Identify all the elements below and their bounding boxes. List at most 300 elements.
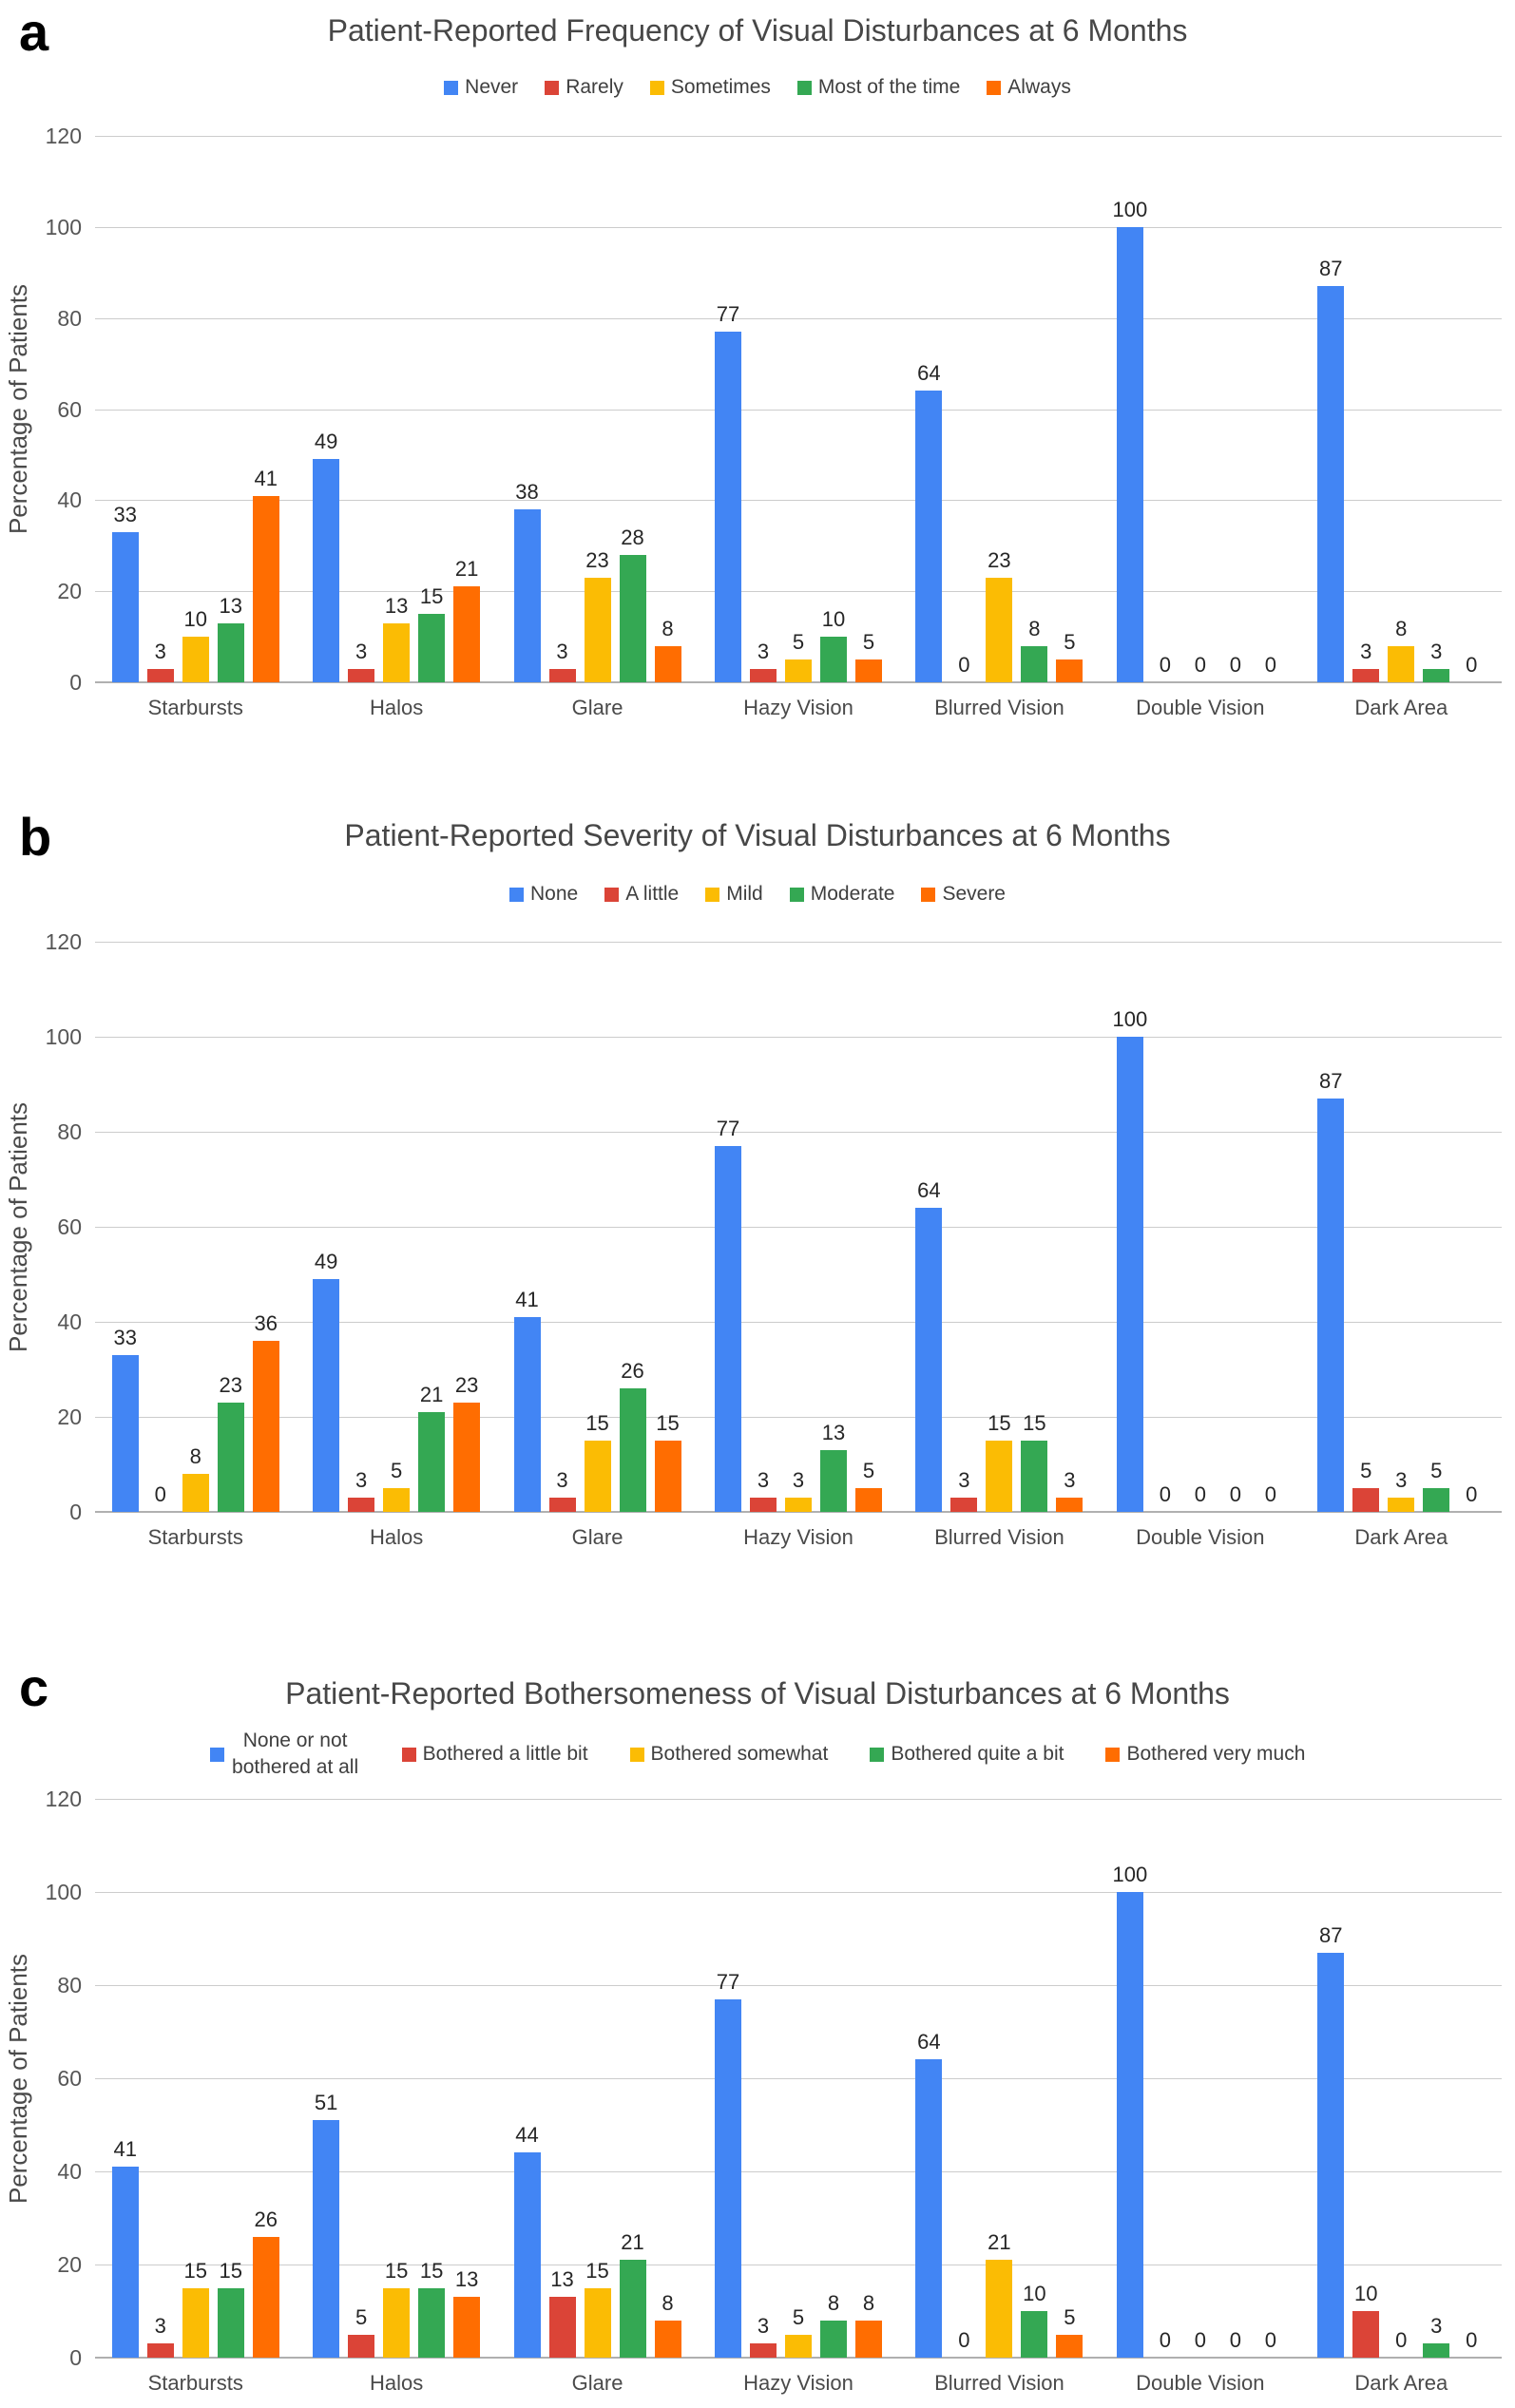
legend-label: None xyxy=(529,883,579,905)
legend-item-mild xyxy=(705,883,763,906)
bar-starbursts-severe xyxy=(253,1341,279,1512)
value-label: 8 xyxy=(662,2290,674,2315)
value-label: 5 xyxy=(862,630,875,655)
bar-halos-bothered-somewhat xyxy=(383,2288,410,2359)
bar-hazy-vision-moderate xyxy=(820,1450,847,1512)
bar-dark-area-sometimes xyxy=(1388,646,1414,682)
bar-halos-sometimes xyxy=(383,623,410,682)
legend-swatch-bothered-very-much-icon xyxy=(1105,1748,1120,1762)
y-tick-label: 20 xyxy=(57,1405,82,1429)
bar-blurred-vision-mild xyxy=(986,1441,1012,1512)
plot-area xyxy=(45,1787,1502,2395)
bar-group-halos xyxy=(296,1799,496,2395)
bar-starbursts-moderate xyxy=(218,1403,244,1512)
value-label: 3 xyxy=(1430,639,1443,663)
value-label: 15 xyxy=(585,2258,609,2283)
bar-dark-area-none xyxy=(1317,1099,1344,1512)
value-label: 15 xyxy=(219,2258,242,2283)
category-label-hazy-vision: Hazy Vision xyxy=(743,1525,853,1549)
value-label: 21 xyxy=(988,2230,1011,2255)
bar-dark-area-none-or-not-bothered-at-all xyxy=(1317,1953,1344,2358)
bar-starbursts-never xyxy=(112,532,139,682)
value-label: 38 xyxy=(515,479,539,504)
value-label: 0 xyxy=(154,1482,166,1506)
legend-swatch-moderate-icon xyxy=(790,888,804,902)
category-label-halos: Halos xyxy=(370,1525,424,1549)
bar-hazy-vision-none-or-not-bothered-at-all xyxy=(715,1999,741,2358)
legend-item-bothered-quite-a-bit xyxy=(870,1743,1064,1766)
bar-halos-bothered-very-much xyxy=(453,2297,480,2358)
bar-group-double-vision xyxy=(1100,136,1300,719)
bar-halos-none-or-not-bothered-at-all xyxy=(313,2120,339,2358)
bar-hazy-vision-a-little xyxy=(750,1498,777,1512)
bar-group-blurred-vision xyxy=(899,136,1100,719)
bar-blurred-vision-bothered-somewhat xyxy=(986,2260,1012,2358)
value-label: 8 xyxy=(189,1444,201,1468)
value-label: 3 xyxy=(355,639,368,663)
bar-glare-rarely xyxy=(549,669,576,682)
value-label: 33 xyxy=(113,1326,137,1349)
value-label: 23 xyxy=(219,1373,242,1397)
legend-label: Bothered somewhat xyxy=(650,1743,829,1766)
bar-starbursts-bothered-quite-a-bit xyxy=(218,2288,244,2359)
value-label: 87 xyxy=(1319,1922,1343,1947)
value-label: 0 xyxy=(1466,1482,1478,1506)
value-label: 100 xyxy=(1112,1007,1148,1031)
legend-item-rarely xyxy=(545,76,623,99)
category-label-glare: Glare xyxy=(571,1525,623,1549)
bar-blurred-vision-always xyxy=(1056,659,1083,682)
value-label: 3 xyxy=(1360,639,1372,663)
y-tick-label: 60 xyxy=(57,1214,82,1239)
value-label: 13 xyxy=(550,2267,574,2292)
value-label: 0 xyxy=(1194,2328,1206,2352)
bar-halos-none xyxy=(313,1279,339,1512)
legend-swatch-none-or-not-bothered-at-all-icon xyxy=(210,1748,224,1762)
bar-group-glare xyxy=(497,1799,698,2395)
bar-blurred-vision-a-little xyxy=(950,1498,977,1512)
value-label: 33 xyxy=(113,502,137,526)
value-label: 10 xyxy=(821,607,846,632)
legend-item-none-or-not-bothered-at-all xyxy=(210,1728,360,1782)
value-label: 3 xyxy=(355,1468,368,1492)
value-label: 23 xyxy=(585,547,609,572)
value-label: 100 xyxy=(1112,197,1148,221)
value-label: 0 xyxy=(958,653,970,677)
bar-glare-most-of-the-time xyxy=(620,555,646,682)
category-label-hazy-vision: Hazy Vision xyxy=(743,696,853,719)
value-label: 3 xyxy=(1430,2314,1443,2339)
category-label-halos: Halos xyxy=(370,696,424,719)
bar-dark-area-rarely xyxy=(1352,669,1379,682)
bar-starbursts-bothered-very-much xyxy=(253,2237,279,2358)
value-label: 15 xyxy=(585,1411,609,1435)
value-label: 0 xyxy=(1194,1482,1206,1506)
bar-dark-area-most-of-the-time xyxy=(1423,669,1449,682)
value-label: 15 xyxy=(656,1411,680,1435)
category-label-starbursts: Starbursts xyxy=(147,2371,243,2395)
y-tick-label: 40 xyxy=(57,2159,82,2184)
value-label: 13 xyxy=(384,593,409,618)
value-label: 87 xyxy=(1319,1069,1343,1093)
legend-item-most-of-the-time xyxy=(797,76,960,99)
value-label: 13 xyxy=(454,2267,479,2292)
legend-swatch-rarely-icon xyxy=(545,81,559,95)
legend-label: Most of the time xyxy=(817,76,961,98)
value-label: 3 xyxy=(958,1468,970,1492)
bar-starbursts-sometimes xyxy=(182,637,209,682)
legend-swatch-always-icon xyxy=(987,81,1001,95)
value-label: 15 xyxy=(419,2258,444,2283)
bar-double-vision-never xyxy=(1117,227,1143,682)
legend-label: Always xyxy=(1007,76,1071,98)
legend xyxy=(0,76,1515,99)
bar-blurred-vision-severe xyxy=(1056,1498,1083,1512)
bar-blurred-vision-sometimes xyxy=(986,578,1012,682)
legend-swatch-sometimes-icon xyxy=(650,81,664,95)
bar-hazy-vision-always xyxy=(855,659,882,682)
value-label: 5 xyxy=(862,1459,875,1482)
category-label-blurred-vision: Blurred Vision xyxy=(934,2371,1064,2395)
bar-hazy-vision-bothered-somewhat xyxy=(785,2335,812,2359)
bar-dark-area-never xyxy=(1317,286,1344,682)
bar-group-glare xyxy=(497,136,698,719)
y-tick-label: 80 xyxy=(57,305,82,331)
bar-hazy-vision-mild xyxy=(785,1498,812,1512)
legend-swatch-bothered-somewhat-icon xyxy=(630,1748,644,1762)
bar-group-starbursts xyxy=(95,136,296,719)
bar-group-blurred-vision xyxy=(899,942,1100,1549)
bar-glare-none xyxy=(514,1317,541,1512)
bar-hazy-vision-most-of-the-time xyxy=(820,637,847,682)
value-label: 0 xyxy=(1159,2328,1171,2352)
bar-halos-moderate xyxy=(418,1412,445,1512)
bar-glare-bothered-quite-a-bit xyxy=(620,2260,646,2358)
bar-hazy-vision-bothered-quite-a-bit xyxy=(820,2321,847,2358)
bar-glare-always xyxy=(655,646,681,682)
legend-item-moderate xyxy=(790,883,895,906)
bar-group-double-vision xyxy=(1100,1799,1300,2395)
y-tick-label: 80 xyxy=(57,1973,82,1997)
legend-label: Bothered very much xyxy=(1126,1743,1306,1766)
value-label: 0 xyxy=(1264,1482,1276,1506)
bar-starbursts-none-or-not-bothered-at-all xyxy=(112,2167,139,2358)
bar-hazy-vision-bothered-very-much xyxy=(855,2321,882,2358)
bar-halos-most-of-the-time xyxy=(418,614,445,682)
category-label-blurred-vision: Blurred Vision xyxy=(934,696,1064,719)
category-label-starbursts: Starbursts xyxy=(147,1525,243,1549)
legend-swatch-bothered-a-little-bit-icon xyxy=(402,1748,416,1762)
value-label: 0 xyxy=(958,2328,970,2352)
y-tick-label: 80 xyxy=(57,1119,82,1144)
bar-hazy-vision-none xyxy=(715,1146,741,1512)
bar-starbursts-bothered-somewhat xyxy=(182,2288,209,2359)
bar-glare-none-or-not-bothered-at-all xyxy=(514,2152,541,2358)
value-label: 21 xyxy=(419,1383,444,1406)
bar-glare-a-little xyxy=(549,1498,576,1512)
legend-swatch-none-icon xyxy=(509,888,524,902)
chart-title: Patient-Reported Severity of Visual Disturbances at 6 Months xyxy=(344,818,1171,852)
value-label: 21 xyxy=(621,2230,644,2255)
value-label: 5 xyxy=(792,630,805,655)
bar-glare-severe xyxy=(655,1441,681,1512)
value-label: 0 xyxy=(1264,2328,1276,2352)
value-label: 64 xyxy=(917,1178,941,1202)
bar-halos-rarely xyxy=(348,669,374,682)
value-label: 15 xyxy=(988,1411,1011,1435)
value-label: 77 xyxy=(716,1117,740,1140)
value-label: 26 xyxy=(254,2207,278,2231)
value-label: 41 xyxy=(515,1288,539,1311)
value-label: 5 xyxy=(355,2304,368,2329)
value-label: 3 xyxy=(792,1468,805,1492)
panel-letter-b: b xyxy=(19,807,52,867)
value-label: 77 xyxy=(716,302,740,327)
chart-panel-b xyxy=(0,803,1515,1606)
bar-blurred-vision-bothered-quite-a-bit xyxy=(1021,2311,1047,2358)
value-label: 0 xyxy=(1264,653,1276,677)
bar-dark-area-a-little xyxy=(1352,1488,1379,1512)
y-tick-label: 60 xyxy=(57,396,82,422)
bar-group-starbursts xyxy=(95,1799,296,2395)
bar-glare-mild xyxy=(585,1441,611,1512)
value-label: 0 xyxy=(1194,653,1206,677)
bar-double-vision-none xyxy=(1117,1037,1143,1512)
category-label-glare: Glare xyxy=(571,696,623,719)
value-label: 100 xyxy=(1112,1863,1148,1886)
bar-starbursts-mild xyxy=(182,1474,209,1512)
chart-title: Patient-Reported Frequency of Visual Disturbances at 6 Months xyxy=(327,13,1188,48)
bar-glare-bothered-a-little-bit xyxy=(549,2297,576,2358)
value-label: 0 xyxy=(1229,2328,1241,2352)
bar-group-blurred-vision xyxy=(899,1799,1100,2395)
bar-group-dark-area xyxy=(1301,1799,1502,2395)
y-tick-label: 0 xyxy=(69,1500,82,1524)
category-label-dark-area: Dark Area xyxy=(1354,1525,1448,1549)
value-label: 13 xyxy=(821,1421,846,1444)
bar-blurred-vision-most-of-the-time xyxy=(1021,646,1047,682)
legend-item-a-little xyxy=(604,883,679,906)
legend-label: Bothered a little bit xyxy=(422,1743,588,1766)
bar-hazy-vision-severe xyxy=(855,1488,882,1512)
value-label: 15 xyxy=(384,2258,409,2283)
value-label: 36 xyxy=(254,1311,278,1335)
value-label: 5 xyxy=(1064,2304,1076,2329)
value-label: 0 xyxy=(1229,1482,1241,1506)
category-label-double-vision: Double Vision xyxy=(1136,1525,1265,1549)
value-label: 64 xyxy=(917,361,941,386)
value-label: 5 xyxy=(1360,1459,1372,1482)
y-axis-title: Percentage of Patients xyxy=(4,1953,33,2204)
category-label-starbursts: Starbursts xyxy=(147,696,243,719)
bar-group-hazy-vision xyxy=(698,942,898,1549)
value-label: 26 xyxy=(621,1359,644,1383)
value-label: 10 xyxy=(183,607,207,632)
value-label: 8 xyxy=(827,2290,840,2315)
value-label: 0 xyxy=(1159,1482,1171,1506)
bar-halos-never xyxy=(313,459,339,682)
value-label: 3 xyxy=(556,1468,568,1492)
legend-swatch-never-icon xyxy=(444,81,458,95)
bar-group-glare xyxy=(497,942,698,1549)
value-label: 51 xyxy=(314,2091,338,2115)
value-label: 49 xyxy=(314,430,338,454)
value-label: 3 xyxy=(757,1468,770,1492)
value-label: 0 xyxy=(1159,653,1171,677)
legend-label: None or not bothered at all xyxy=(232,1730,359,1779)
plot-area xyxy=(45,929,1502,1549)
value-label: 3 xyxy=(1395,1468,1408,1492)
value-label: 0 xyxy=(1466,653,1478,677)
value-label: 5 xyxy=(792,2304,805,2329)
bar-group-halos xyxy=(296,942,496,1549)
value-label: 3 xyxy=(154,2314,166,2339)
value-label: 3 xyxy=(556,639,568,663)
legend-label: Moderate xyxy=(810,883,895,905)
bar-dark-area-bothered-a-little-bit xyxy=(1352,2311,1379,2358)
value-label: 15 xyxy=(419,584,444,609)
y-axis-title: Percentage of Patients xyxy=(4,283,33,535)
legend-label: Never xyxy=(465,76,519,98)
bar-group-hazy-vision xyxy=(698,136,898,719)
bar-starbursts-rarely xyxy=(147,669,174,682)
y-tick-label: 40 xyxy=(57,487,82,513)
bar-glare-bothered-very-much xyxy=(655,2321,681,2358)
y-axis-title: Percentage of Patients xyxy=(4,1101,33,1352)
category-label-dark-area: Dark Area xyxy=(1354,696,1448,719)
value-label: 3 xyxy=(757,2314,770,2339)
category-label-double-vision: Double Vision xyxy=(1136,696,1265,719)
legend-label: A little xyxy=(625,883,680,905)
value-label: 13 xyxy=(219,593,242,618)
legend-item-always xyxy=(987,76,1071,99)
bar-group-dark-area xyxy=(1301,942,1502,1549)
value-label: 23 xyxy=(454,1373,479,1397)
y-tick-label: 20 xyxy=(57,579,82,604)
legend-swatch-severe-icon xyxy=(921,888,935,902)
value-label: 5 xyxy=(1430,1459,1443,1482)
bar-blurred-vision-none xyxy=(915,1208,942,1512)
bar-group-double-vision xyxy=(1100,942,1300,1549)
value-label: 15 xyxy=(183,2258,207,2283)
value-label: 21 xyxy=(454,557,479,582)
value-label: 41 xyxy=(113,2137,137,2162)
bar-blurred-vision-bothered-very-much xyxy=(1056,2335,1083,2359)
bar-group-starbursts xyxy=(95,942,296,1549)
bar-hazy-vision-sometimes xyxy=(785,659,812,682)
value-label: 0 xyxy=(1466,2328,1478,2352)
value-label: 10 xyxy=(1354,2282,1378,2305)
y-tick-label: 120 xyxy=(45,1787,82,1811)
legend-label: Sometimes xyxy=(670,76,771,98)
bar-hazy-vision-bothered-a-little-bit xyxy=(750,2343,777,2358)
value-label: 3 xyxy=(154,639,166,663)
value-label: 0 xyxy=(1229,653,1241,677)
legend-label: Bothered quite a bit xyxy=(891,1743,1064,1766)
bar-blurred-vision-none-or-not-bothered-at-all xyxy=(915,2059,942,2358)
legend-item-bothered-very-much xyxy=(1105,1743,1305,1766)
legend-swatch-bothered-quite-a-bit-icon xyxy=(870,1748,884,1762)
panel-letter-a: a xyxy=(19,2,49,62)
legend-label: Rarely xyxy=(566,76,623,98)
bar-glare-sometimes xyxy=(585,578,611,682)
chart-panel-a xyxy=(0,0,1515,803)
legend-item-sometimes xyxy=(650,76,771,99)
value-label: 15 xyxy=(1023,1411,1046,1435)
bar-starbursts-bothered-a-little-bit xyxy=(147,2343,174,2358)
legend-swatch-most-of-the-time-icon xyxy=(797,81,812,95)
bar-group-hazy-vision xyxy=(698,1799,898,2395)
category-label-glare: Glare xyxy=(571,2371,623,2395)
bar-group-halos xyxy=(296,136,496,719)
value-label: 3 xyxy=(1064,1468,1076,1492)
plot-area xyxy=(45,124,1502,719)
legend-item-bothered-a-little-bit xyxy=(402,1743,588,1766)
legend-swatch-a-little-icon xyxy=(604,888,619,902)
legend-swatch-mild-icon xyxy=(705,888,719,902)
y-tick-label: 120 xyxy=(45,124,82,148)
value-label: 0 xyxy=(1395,2328,1408,2352)
bar-hazy-vision-rarely xyxy=(750,669,777,682)
value-label: 49 xyxy=(314,1250,338,1273)
category-label-dark-area: Dark Area xyxy=(1354,2371,1448,2395)
bar-starbursts-most-of-the-time xyxy=(218,623,244,682)
legend-item-none xyxy=(509,883,578,906)
bar-blurred-vision-never xyxy=(915,391,942,682)
legend-label: Mild xyxy=(726,883,763,905)
value-label: 3 xyxy=(757,639,770,663)
value-label: 28 xyxy=(621,525,644,549)
y-tick-label: 40 xyxy=(57,1309,82,1334)
y-tick-label: 100 xyxy=(45,1880,82,1904)
y-tick-label: 120 xyxy=(45,929,82,954)
category-label-double-vision: Double Vision xyxy=(1136,2371,1265,2395)
bar-halos-a-little xyxy=(348,1498,374,1512)
bar-halos-severe xyxy=(453,1403,480,1512)
bar-dark-area-moderate xyxy=(1423,1488,1449,1512)
bar-dark-area-bothered-quite-a-bit xyxy=(1423,2343,1449,2358)
panel-letter-c: c xyxy=(19,1657,49,1717)
chart-title: Patient-Reported Bothersomeness of Visual Disturbances at 6 Months xyxy=(285,1676,1230,1710)
bar-hazy-vision-never xyxy=(715,332,741,682)
bar-double-vision-none-or-not-bothered-at-all xyxy=(1117,1892,1143,2358)
y-tick-label: 20 xyxy=(57,2252,82,2277)
bar-glare-bothered-somewhat xyxy=(585,2288,611,2359)
value-label: 77 xyxy=(716,1969,740,1994)
bar-starbursts-none xyxy=(112,1355,139,1512)
bar-blurred-vision-moderate xyxy=(1021,1441,1047,1512)
bar-halos-bothered-quite-a-bit xyxy=(418,2288,445,2359)
legend xyxy=(0,1728,1515,1782)
value-label: 8 xyxy=(862,2290,875,2315)
bar-glare-moderate xyxy=(620,1388,646,1512)
bar-halos-always xyxy=(453,586,480,682)
y-tick-label: 60 xyxy=(57,2066,82,2091)
bar-halos-bothered-a-little-bit xyxy=(348,2335,374,2359)
value-label: 8 xyxy=(662,616,674,640)
value-label: 10 xyxy=(1023,2282,1046,2305)
value-label: 87 xyxy=(1319,257,1343,281)
y-tick-label: 0 xyxy=(69,2345,82,2370)
legend-item-severe xyxy=(921,883,1006,906)
bar-dark-area-mild xyxy=(1388,1498,1414,1512)
legend-item-never xyxy=(444,76,518,99)
value-label: 5 xyxy=(391,1459,403,1482)
y-tick-label: 0 xyxy=(69,670,82,695)
legend-label: Severe xyxy=(942,883,1006,905)
value-label: 64 xyxy=(917,2030,941,2054)
bar-starbursts-always xyxy=(253,496,279,682)
